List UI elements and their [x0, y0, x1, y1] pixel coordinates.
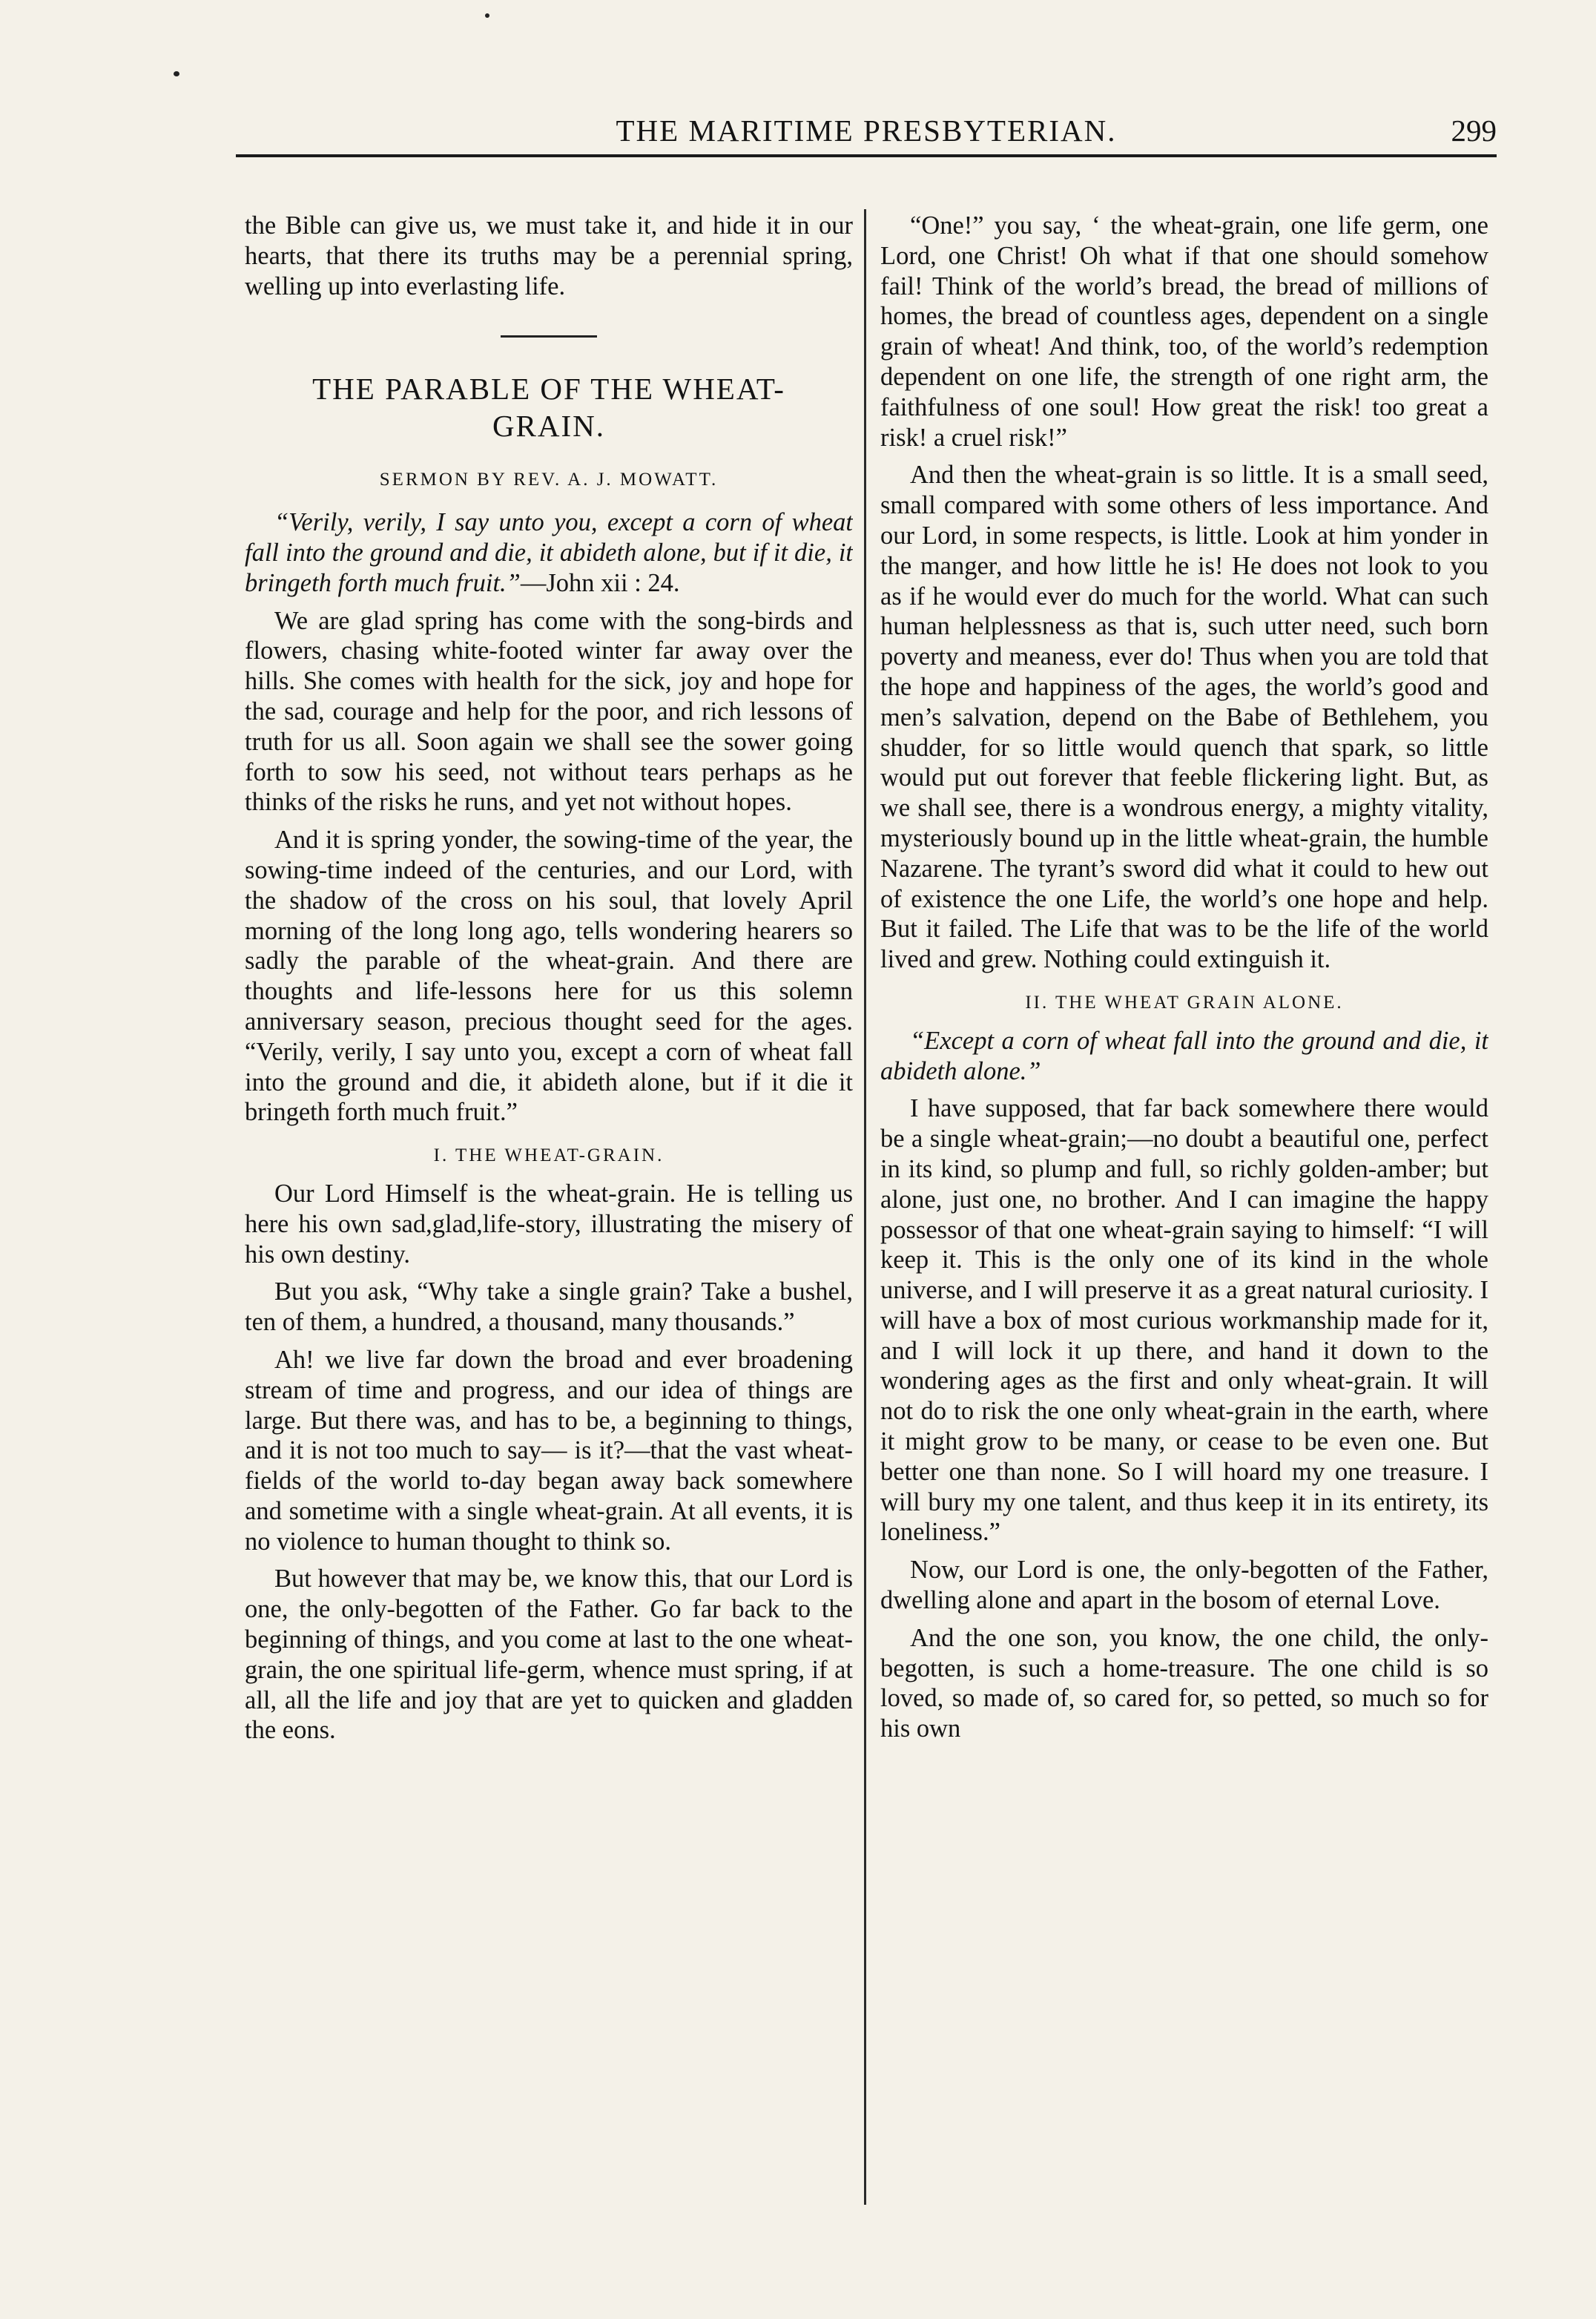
page-header: [236, 110, 1497, 157]
page-number: 299: [1451, 114, 1497, 148]
section-heading-wheat-grain-alone: II. THE WHEAT GRAIN ALONE.: [1025, 992, 1344, 1013]
left-column: [245, 211, 853, 2288]
section-heading-wheat-grain: I. THE WHEAT-GRAIN.: [433, 1145, 665, 1166]
body-paragraph: And then the wheat-grain is so little. It is a small seed, small compared with some others of less importance. And our Lord, in some respects, is little. Look at him yonder in the manger, and how little he is! He does not look to you as if he would ever do much for the world. What can such human helplessness as that is, such utter need, such born poverty and meaness, ever do! Thus when you are told that the hope and happiness of the ages, the world’s good and men’s salvation, depend on the Babe of Bethlehem, you shudder, for so little would quench that spark, so little would put out forever that feeble flickering light. But, as we shall see, there is a wondrous energy, a mighty vitality, mysteriously bound up in the little wheat-grain, the humble Nazarene. The tyrant’s sword did what it could to hew out of existence the one Life, the world’s one hope and help. But it failed. The Life that was to be the life of the world lived and grew. Nothing could extinguish it.: [880, 461, 1488, 974]
intro-paragraph: the Bible can give us, we must take it, and hide it in our hearts, that there its truths may be a perennial spring, welling up into everlasting life.: [245, 211, 853, 300]
right-column: [880, 211, 1488, 2288]
epigraph-reference: —John xii : 24.: [520, 568, 680, 597]
running-title: THE MARITIME PRESBYTERIAN.: [616, 114, 1117, 148]
scripture-quote: “Except a corn of wheat fall into the ground and die, it abideth alone.”: [880, 1026, 1488, 1085]
body-paragraph: Our Lord Himself is the wheat-grain. He is telling us here his own sad,glad,life-story, illustrating the misery of his own destiny.: [245, 1179, 853, 1269]
body-paragraph: I have supposed, that far back somewhere there would be a single wheat-grain;—no doubt a beautiful one, perfect in its kind, so plump and full, so richly golden-amber; but alone, just one, no brother. And I can imagine the happy possessor of that one wheat-grain saying to himself: “I will keep it. This is the only one of its kind in the whole universe, and I will preserve it as a great natural curiosity. I will have a box of most curious workmanship made for it, and I will lock it up there, and hand it down to the wondering ages as the first and only wheat-grain. It will not do to risk the one only wheat-grain in the earth, where it might grow to be many, or cease to be even one. But better one than none. So I will hoard my one treasure. I will bury my one talent, and thus keep it in its entirety, its loneliness.”: [880, 1094, 1488, 1547]
body-paragraph: We are glad spring has come with the song-birds and flowers, chasing white-footed winter far away over the hills. She comes with health for the sick, joy and hope for the sad, courage and help for the poor, and rich lessons of truth for us all. Soon again we shall see the sower going forth to sow his seed, not without tears perhaps as he thinks of the risks he runs, and yet not without hopes.: [245, 606, 853, 817]
body-paragraph: Ah! we live far down the broad and ever broadening stream of time and progress, and our idea of things are large. But there was, and has to be, a beginning to things, and it is not too much to say— is it?—that the vast wheat-fields of the world to-day began away back somewhere and sometime with a single wheat-grain. At all events, it is no violence to human thought to think so.: [245, 1345, 853, 1556]
body-paragraph: And it is spring yonder, the sowing-time of the year, the sowing-time indeed of the centuries, and our Lord, with the shadow of the cross on his soul, that lovely April morning of the long long ago, tells wondering hearers so sadly the parable of the wheat-grain. And there are thoughts and life-lessons here for us this solemn anniversary season, precious thought seed for the ages. “Verily, verily, I say unto you, except a corn of wheat fall into the ground and die, it abideth alone, but if it die it bringeth forth much fruit.”: [245, 826, 853, 1127]
section-divider: [501, 335, 597, 338]
print-speck: [174, 71, 179, 76]
body-paragraph: But however that may be, we know this, that our Lord is one, the only-begotten of the Father. Go far back to the beginning of things, and you come at last to the one wheat-grain, the one spiritual life-germ, whence must spring, if at all, all the life and joy that are yet to quicken and gladden the eons.: [245, 1565, 853, 1745]
article-title: THE PARABLE OF THE WHEAT-GRAIN.: [312, 372, 785, 444]
body-paragraph: But you ask, “Why take a single grain? Take a bushel, ten of them, a hundred, a thousand, many thousands.”: [245, 1277, 853, 1337]
print-speck: [485, 13, 489, 18]
column-rule: [864, 209, 866, 2205]
epigraph: [245, 507, 853, 598]
epigraph-text: “Verily, verily, I say unto you, except a corn of wheat fall into the ground and die, it abideth alone, but if it die, it bringeth forth much fruit.”: [245, 508, 853, 597]
body-paragraph: And the one son, you know, the one child, the only-begotten, is such a home-treasure. The one child is so loved, so made of, so cared for, so petted, so much so for his own: [880, 1623, 1488, 1743]
body-paragraph: Now, our Lord is one, the only-begotten of the Father, dwelling alone and apart in the bosom of eternal Love.: [880, 1556, 1488, 1615]
sermon-byline: SERMON BY REV. A. J. MOWATT.: [379, 470, 719, 490]
body-paragraph: “One!” you say, ‘ the wheat-grain, one life germ, one Lord, one Christ! Oh what if that one should somehow fail! Think of the world’s bread, the bread of millions of homes, the bread of countless ages, dependent on a single grain of wheat! And think, too, of the world’s redemption dependent on one life, the strength of one right arm, the faithfulness of one soul! How great the risk! too great a risk! a cruel risk!”: [880, 211, 1488, 452]
